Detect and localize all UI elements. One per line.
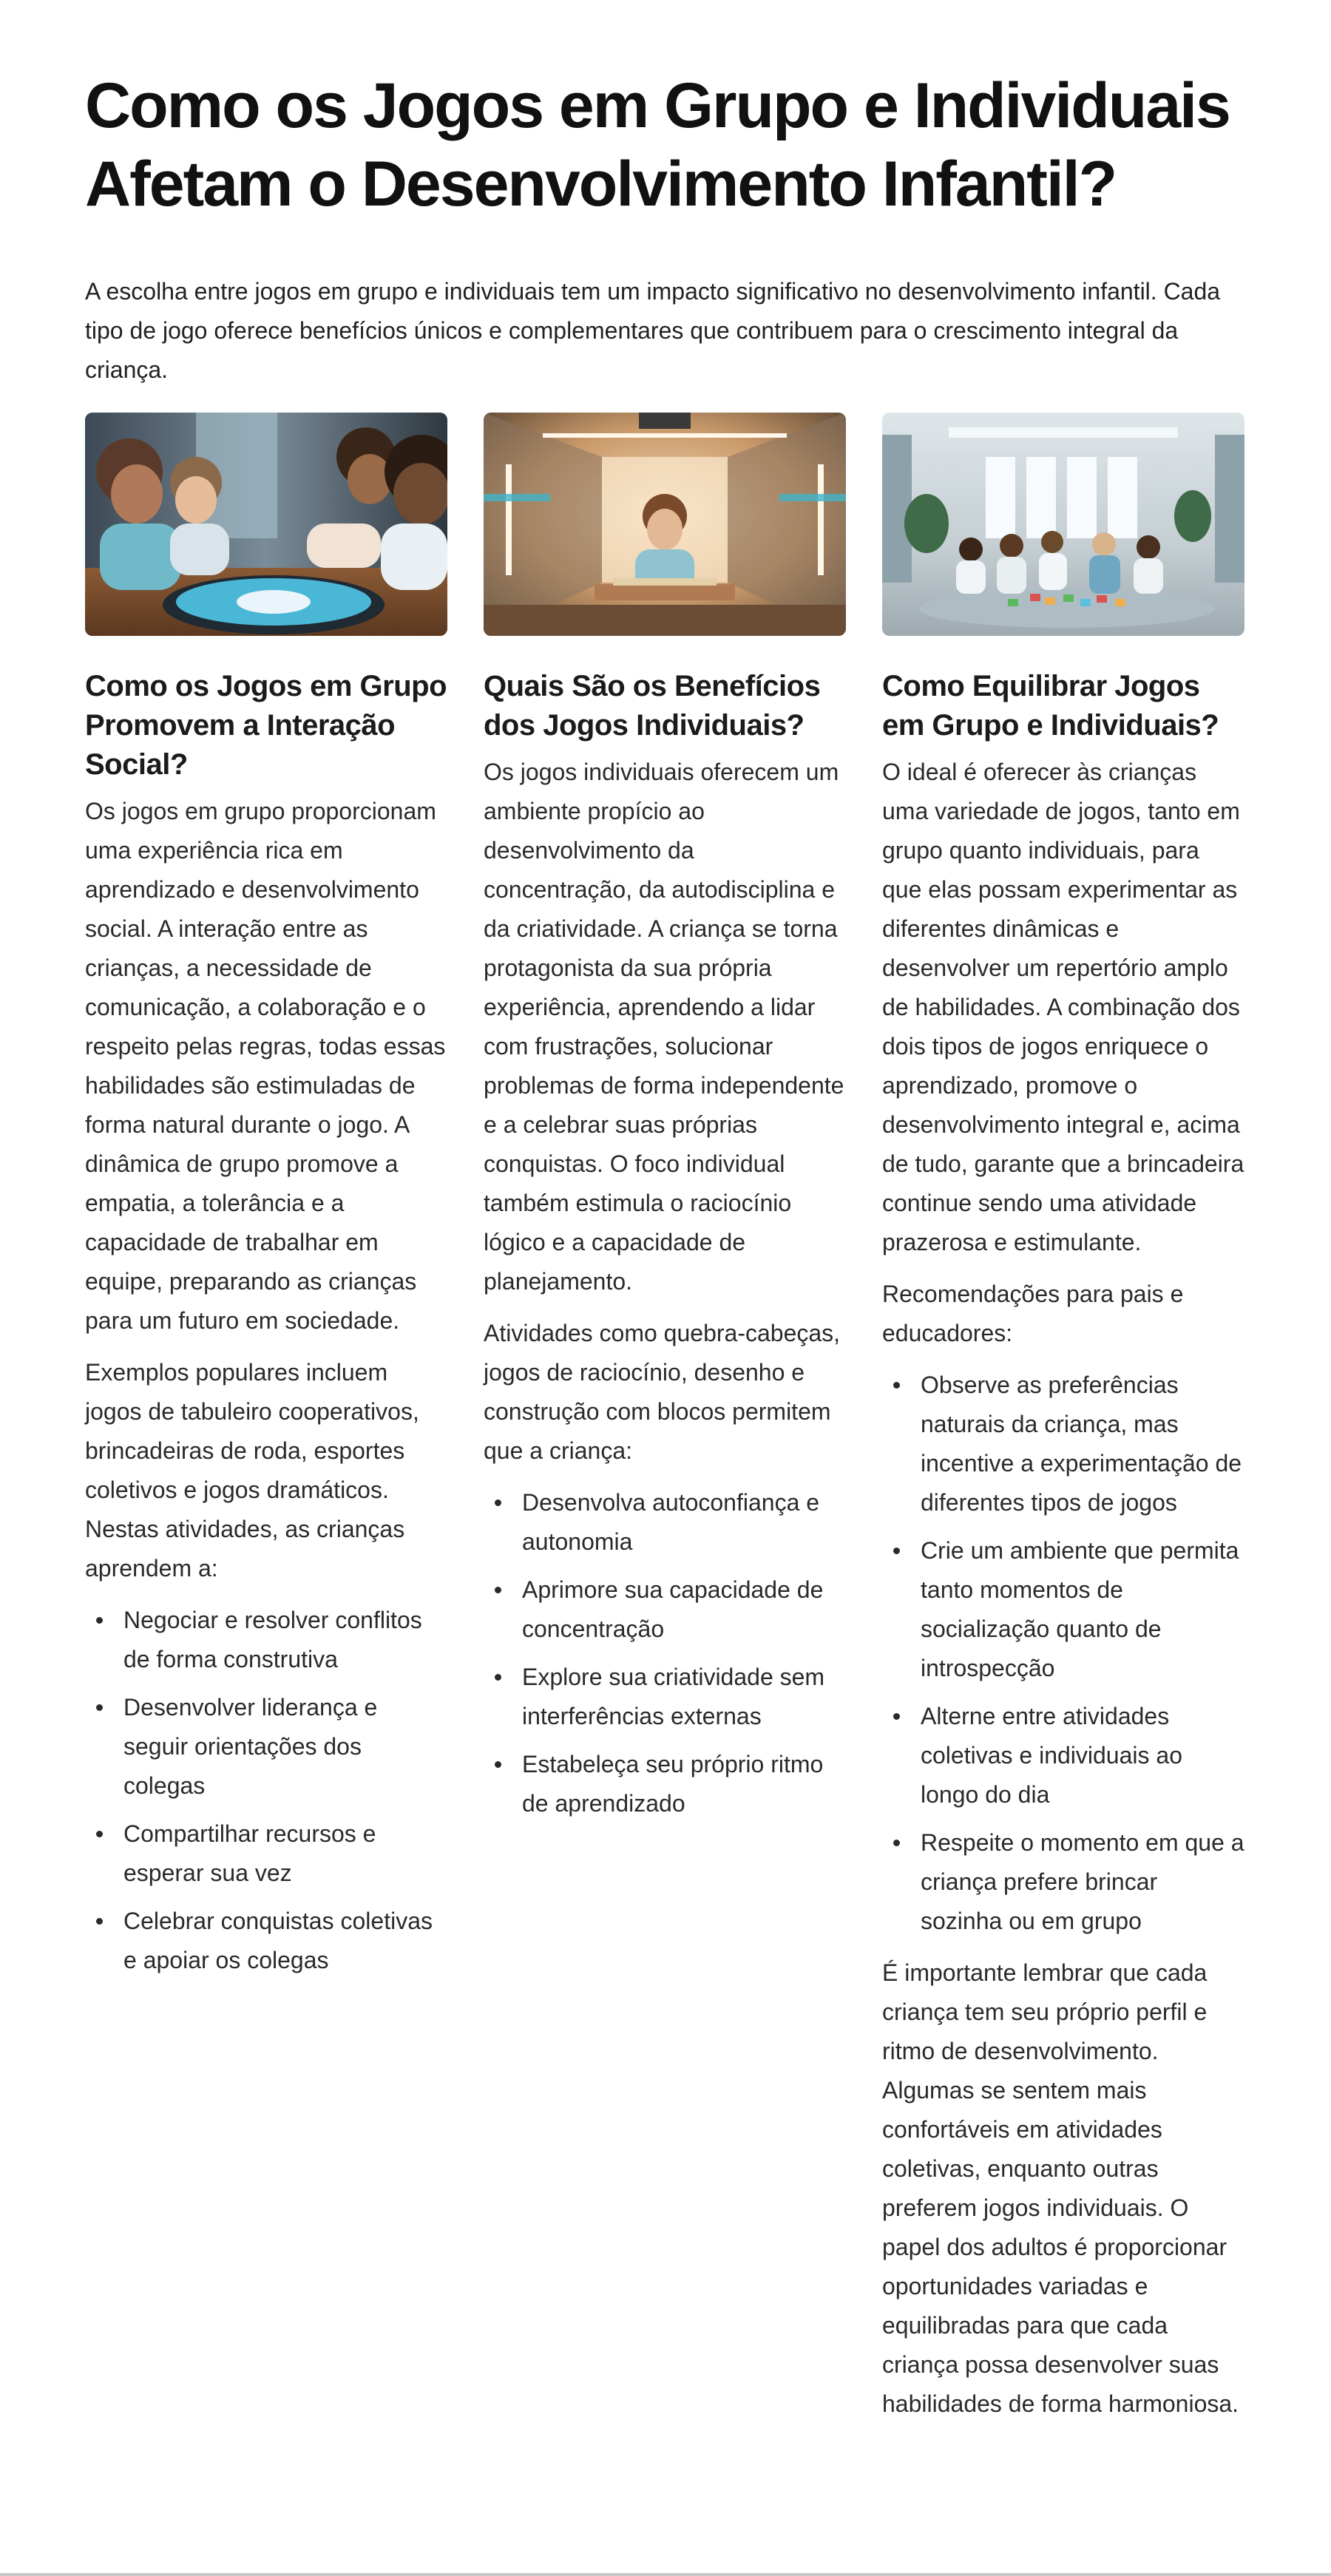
paragraph: Exemplos populares incluem jogos de tabuleiro cooperativos, brincadeiras de roda, esportes coletivos e jogos dramáticos. Nestas atividades, as crianças aprendem a:	[85, 1359, 419, 1582]
list-item: Compartilhar recursos e esperar sua vez	[123, 1814, 447, 1893]
child-playing-alone-photo	[484, 413, 846, 636]
children-playing-blocks-room-photo	[882, 413, 1244, 636]
intro-paragraph: A escolha entre jogos em grupo e individuais tem um impacto significativo no desenvolvimento infantil. Cada tipo de jogo oferece benefícios únicos e complementares que contribuem para o crescimento integral da criança.	[85, 278, 1221, 383]
paragraph: Atividades como quebra-cabeças, jogos de raciocínio, desenho e construção com blocos permitem que a criança:	[484, 1320, 841, 1464]
closing-paragraph: É importante lembrar que cada criança tem seu próprio perfil e ritmo de desenvolvimento. Algumas se sentem mais confortáveis em atividades coletivas, enquanto outras preferem jogos individuais. O papel dos adultos é proporcionar oportunidades variadas e equilibradas para que cada criança possa desenvolver suas habilidades de forma harmoniosa.	[882, 1959, 1239, 2417]
article	[85, 67, 1246, 2417]
list-item: Observe as preferências naturais da criança, mas incentive a experimentação de diferentes tipos de jogos	[921, 1366, 1244, 1522]
column-heading: Como Equilibrar Jogos em Grupo e Individuais?	[882, 670, 1219, 742]
bullet-list	[882, 1366, 1244, 1941]
list-item: Desenvolver liderança e seguir orientações dos colegas	[123, 1688, 447, 1806]
bullet-list	[85, 1601, 447, 1980]
list-item: Explore sua criatividade sem interferências externas	[522, 1658, 846, 1736]
list-item: Estabeleça seu próprio ritmo de aprendizado	[522, 1745, 846, 1823]
list-item: Desenvolva autoconfiança e autonomia	[522, 1483, 846, 1562]
page-title: Como os Jogos em Grupo e Individuais Afetam o Desenvolvimento Infantil?	[85, 70, 1230, 220]
paragraph: O ideal é oferecer às crianças uma variedade de jogos, tanto em grupo quanto individuais, para que elas possam experimentar as diferentes dinâmicas e desenvolver um repertório amplo de habilidades. A combinação dos dois tipos de jogos enriquece o aprendizado, promove o desenvolvimento integral e, acima de tudo, garante que a brincadeira continue sendo uma atividade prazerosa e estimulante.	[882, 759, 1244, 1255]
column-heading: Quais São os Benefícios dos Jogos Individuais?	[484, 670, 821, 742]
column-balance-games	[882, 413, 1244, 2424]
article-columns	[85, 413, 1246, 2557]
paragraph: Recomendações para pais e educadores:	[882, 1281, 1184, 1346]
list-item: Negociar e resolver conflitos de forma construtiva	[123, 1601, 447, 1679]
list-item: Celebrar conquistas coletivas e apoiar os colegas	[123, 1902, 447, 1980]
children-playing-tablet-game-photo	[85, 413, 447, 636]
list-item: Crie um ambiente que permita tanto momentos de socialização quanto de introspecção	[921, 1531, 1244, 1688]
list-item: Respeite o momento em que a criança prefere brincar sozinha ou em grupo	[921, 1823, 1244, 1941]
bottom-divider	[0, 2573, 1331, 2576]
paragraph: Os jogos individuais oferecem um ambiente propício ao desenvolvimento da concentração, da autodisciplina e da criatividade. A criança se torna protagonista da sua própria experiência, aprendendo a lidar com frustrações, solucionar problemas de forma independente e a celebrar suas próprias conquistas. O foco individual também estimula o raciocínio lógico e a capacidade de planejamento.	[484, 759, 844, 1295]
column-individual-games	[484, 413, 846, 1832]
list-item: Alterne entre atividades coletivas e individuais ao longo do dia	[921, 1697, 1244, 1814]
column-group-games	[85, 413, 447, 1989]
paragraph: Os jogos em grupo proporcionam uma experiência rica em aprendizado e desenvolvimento social. A interação entre as crianças, a necessidade de comunicação, a colaboração e o respeito pelas regras, todas essas habilidades são estimuladas de forma natural durante o jogo. A dinâmica de grupo promove a empatia, a tolerância e a capacidade de trabalhar em equipe, preparando as crianças para um futuro em sociedade.	[85, 798, 446, 1334]
bullet-list	[484, 1483, 846, 1823]
column-heading: Como os Jogos em Grupo Promovem a Interação Social?	[85, 670, 447, 781]
list-item: Aprimore sua capacidade de concentração	[522, 1570, 846, 1649]
